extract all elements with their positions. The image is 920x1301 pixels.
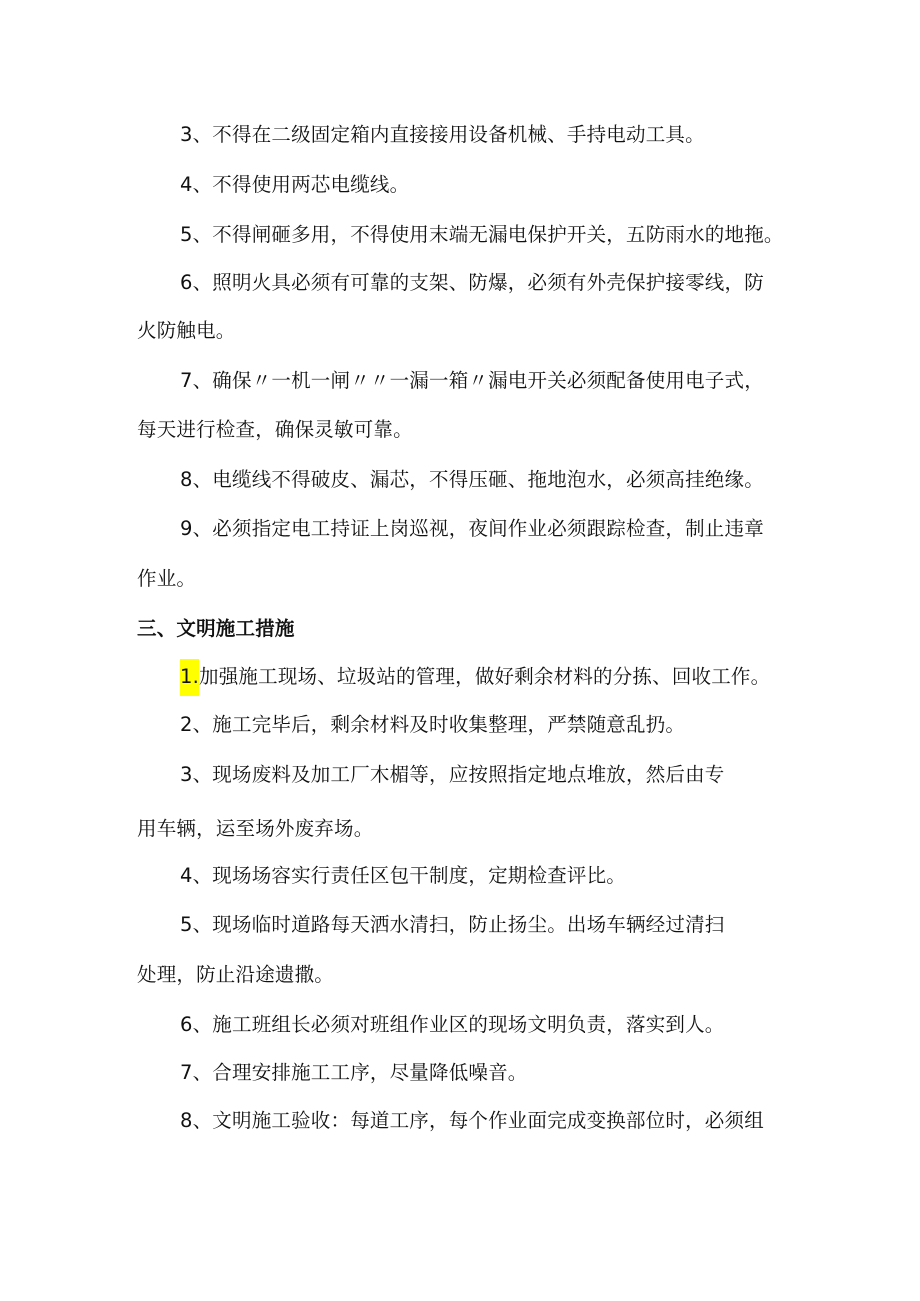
paragraph-line: 5、不得闸砸多用，不得使用末端无漏电保护开关，五防雨水的地拖。 <box>180 223 784 246</box>
paragraph-line: 3、现场废料及加工厂木楣等，应按照指定地点堆放，然后由专 <box>180 763 725 786</box>
paragraph-line: 6、照明火具必须有可靠的支架、防爆，必须有外壳保护接零线，防 <box>180 271 764 294</box>
paragraph-line: 2、施工完毕后，剩余材料及时收集整理，严禁随意乱扔。 <box>180 713 686 736</box>
paragraph-line: 4、现场场容实行责任区包干制度，定期检查评比。 <box>180 864 627 887</box>
paragraph-line: 5、现场临时道路每天洒水清扫，防止扬尘。出场车辆经过清扫 <box>180 913 725 936</box>
paragraph-line: 8、文明施工验收：每道工序，每个作业面完成变换部位时，必须组 <box>180 1109 764 1132</box>
section-heading: 三、文明施工措施 <box>137 617 295 640</box>
paragraph-line: 用车辆，运至场外废弃场。 <box>137 817 374 840</box>
paragraph-line: 处理，防止沿途遗撒。 <box>137 963 335 986</box>
highlighted-marker: 1. <box>180 659 199 696</box>
paragraph-line: 4、不得使用两芯电缆线。 <box>180 173 410 196</box>
list-item-text: 加强施工现场、垃圾站的管理，做好剩余材料的分拣、回收工作。 <box>199 665 771 688</box>
paragraph-line: 作业。 <box>137 567 197 590</box>
paragraph-line: 7、合理安排施工工序，尽量降低噪音。 <box>180 1061 528 1084</box>
paragraph-line: 6、施工班组长必须对班组作业区的现场文明负责，落实到人。 <box>180 1013 725 1036</box>
list-item-1 <box>180 663 770 691</box>
paragraph-line: 每天进行检查，确保灵敏可靠。 <box>137 418 413 441</box>
paragraph-line: 8、电缆线不得破皮、漏芯，不得压砸、拖地泡水，必须高挂绝缘。 <box>180 468 764 491</box>
paragraph-line: 7、确保〃一机一闸〃〃一漏一箱〃漏电开关必须配备使用电子式， <box>180 369 764 392</box>
paragraph-line: 火防触电。 <box>137 319 236 342</box>
paragraph-line: 9、必须指定电工持证上岗巡视，夜间作业必须跟踪检查，制止违章 <box>180 517 764 540</box>
paragraph-line: 3、不得在二级固定箱内直接接用设备机械、手持电动工具。 <box>180 123 705 146</box>
